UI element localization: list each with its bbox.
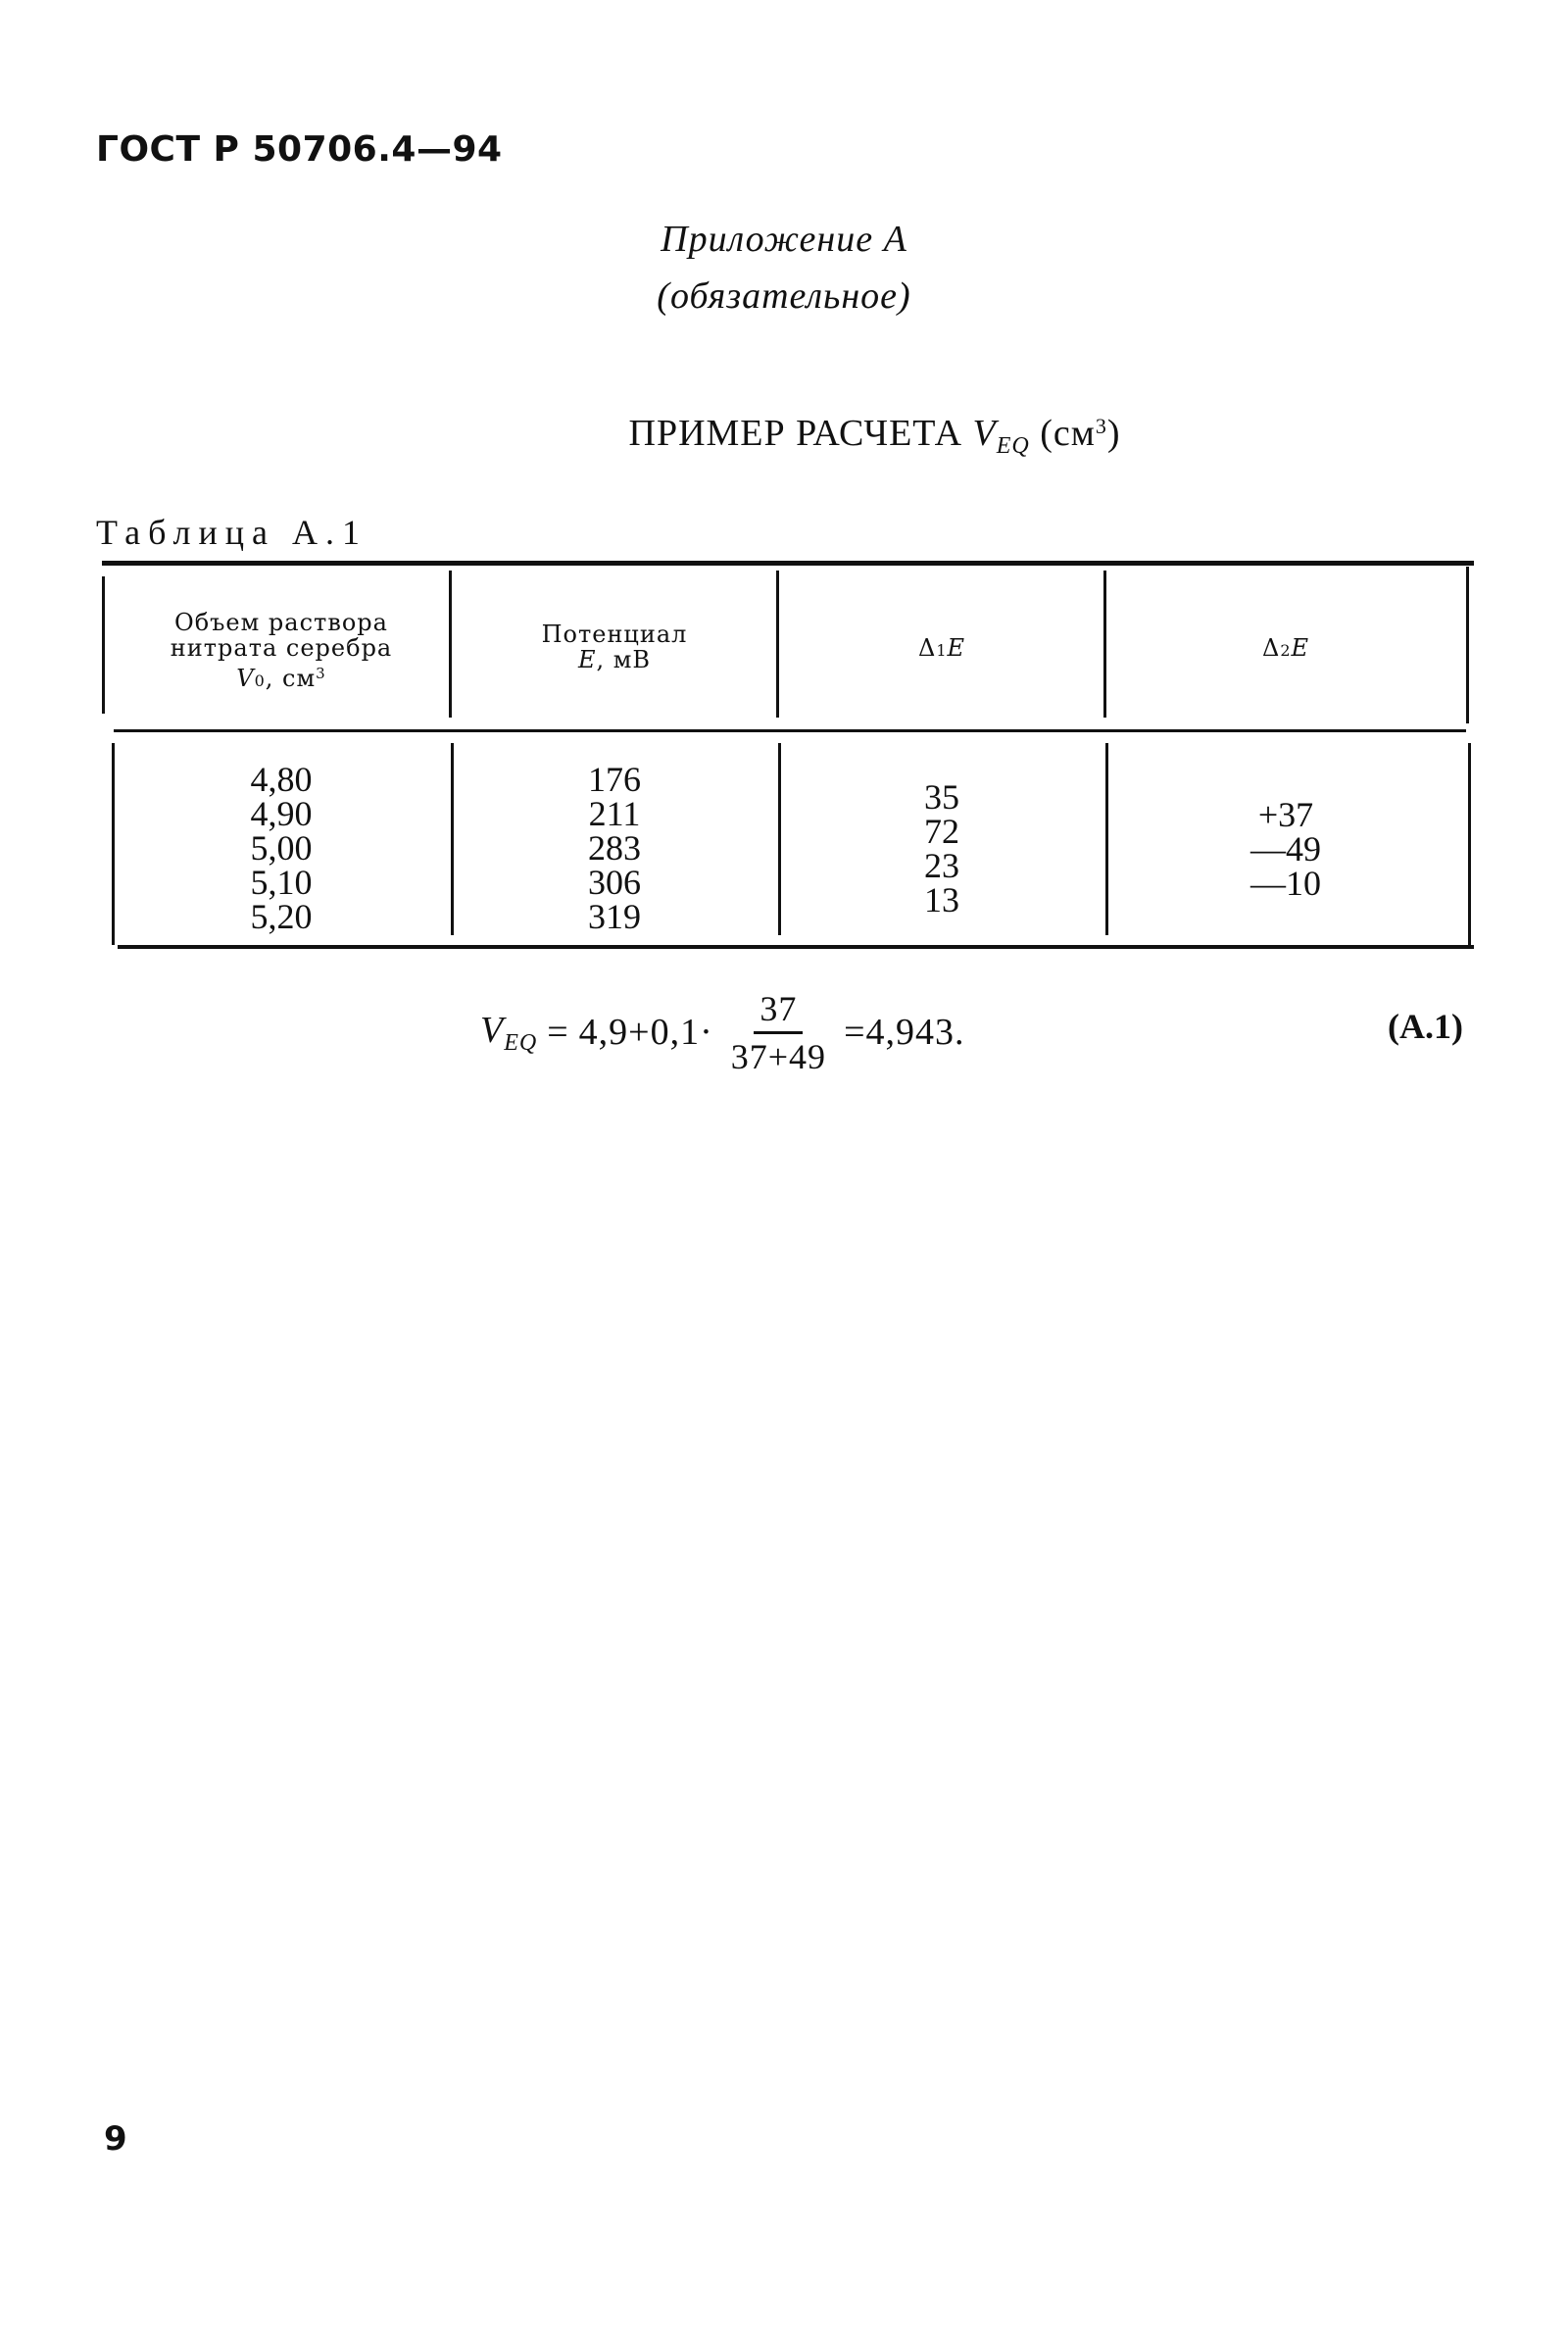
cell-potential: 319: [588, 897, 641, 936]
cell-delta1: 13: [924, 880, 959, 919]
header-delta1-label: [782, 635, 1102, 664]
cell-potential: 211: [588, 794, 641, 833]
header-delta1-sub: 1: [936, 641, 948, 660]
section-title: [0, 412, 1568, 460]
cell-delta1: 72: [924, 812, 959, 851]
column-delta2-values: [1109, 795, 1462, 903]
table-divider-3-body: [1105, 743, 1108, 935]
table-top-rule: [102, 561, 1474, 566]
formula-lhs: [480, 1009, 537, 1057]
table-divider-3-header: [1103, 571, 1106, 718]
formula-lhs-var: V: [480, 1009, 505, 1051]
header-potential-line1: Потенциал: [541, 621, 688, 648]
header-delta1-var: E: [947, 634, 966, 662]
formula-expression: 4,9+0,1·: [578, 1012, 713, 1053]
header-delta1-symbol: Δ: [917, 634, 937, 662]
header-volume-line1: Объем раствора: [174, 609, 388, 636]
header-potential-unit: , мВ: [596, 646, 652, 673]
table-border-right-body: [1468, 743, 1471, 945]
table-caption: Таблица А.1: [96, 513, 368, 552]
table-divider-1-header: [449, 571, 452, 718]
formula-result: =4,943.: [844, 1012, 965, 1053]
cell-delta2: —49: [1250, 829, 1321, 869]
formula-lhs-sub: EQ: [504, 1029, 538, 1056]
header-volume-var: V: [236, 665, 255, 692]
formula-equals: =: [547, 1012, 569, 1053]
cell-volume: 5,20: [250, 897, 313, 936]
header-potential-line2: [455, 647, 774, 672]
header-volume-line2: нитрата серебра: [170, 634, 393, 662]
standard-code: ГОСТ Р 50706.4—94: [96, 129, 503, 170]
header-potential: [455, 621, 774, 672]
section-title-unit-sup: 3: [1095, 414, 1107, 438]
section-title-sub: EQ: [996, 433, 1030, 459]
formula-denominator: 37+49: [730, 1036, 827, 1076]
table-divider-1-body: [451, 743, 454, 935]
appendix-title: Приложение А: [661, 219, 907, 260]
cell-delta1: 35: [924, 777, 959, 817]
section-title-text: ПРИМЕР РАСЧЕТА: [628, 413, 973, 454]
header-delta2: [1109, 635, 1462, 664]
header-volume-sup: 3: [316, 665, 326, 682]
table-divider-2-header: [776, 571, 779, 718]
section-title-var: V: [972, 413, 997, 454]
table-border-right-header: [1466, 567, 1469, 723]
column-potential-values: [455, 760, 774, 936]
table-divider-2-body: [778, 743, 781, 935]
column-volume-values: [122, 760, 441, 936]
section-title-unit: (см: [1029, 413, 1096, 454]
formula-numerator: 37: [754, 988, 803, 1034]
header-delta1: [782, 635, 1102, 664]
cell-potential: 306: [588, 863, 641, 902]
cell-delta1: 23: [924, 846, 959, 885]
cell-potential: 283: [588, 828, 641, 868]
header-volume: [122, 610, 441, 694]
formula: [480, 988, 965, 1076]
header-volume-unit: , см: [265, 665, 317, 692]
formula-number: (А.1): [1388, 1007, 1463, 1046]
cell-potential: 176: [588, 760, 641, 799]
table-border-left-body: [112, 743, 115, 945]
table-header-rule: [114, 729, 1466, 732]
header-delta2-var: E: [1291, 634, 1310, 662]
section-title-unit-close: ): [1106, 413, 1121, 454]
cell-volume: 5,10: [250, 863, 313, 902]
formula-fraction: [725, 988, 832, 1077]
table-bottom-rule: [118, 945, 1474, 949]
cell-volume: 5,00: [250, 828, 313, 868]
cell-delta2: +37: [1257, 795, 1314, 834]
header-potential-var: E: [577, 646, 597, 673]
header-delta2-sub: 2: [1280, 641, 1292, 660]
table-border-left-header: [102, 576, 105, 714]
data-table: [102, 561, 1474, 953]
cell-volume: 4,80: [250, 760, 313, 799]
header-delta2-symbol: Δ: [1261, 634, 1281, 662]
page-number: 9: [104, 2119, 127, 2159]
appendix-status: (обязательное): [657, 275, 911, 317]
header-delta2-label: [1109, 635, 1462, 664]
header-volume-sub: 0: [254, 671, 266, 690]
column-delta1-values: [782, 777, 1102, 919]
header-volume-line3: [122, 661, 441, 694]
cell-delta2: —10: [1250, 864, 1321, 903]
cell-volume: 4,90: [250, 794, 313, 833]
